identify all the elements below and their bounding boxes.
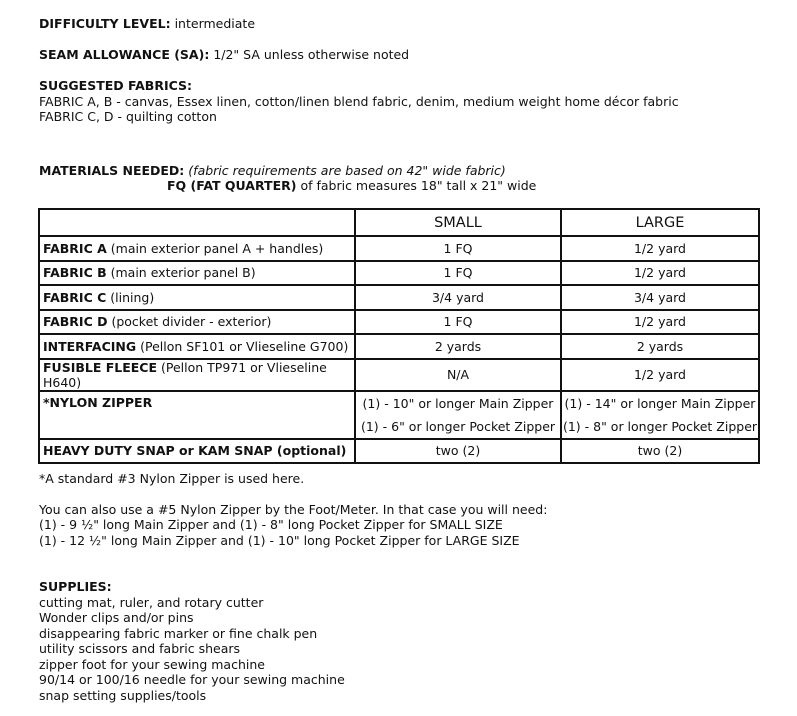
- table-row: [39, 236, 759, 261]
- snap-small-cell: two (2): [355, 439, 561, 464]
- zipper-small-cell: (1) - 10" or longer Main Zipper (1) - 6" or longer Pocket Zipper: [355, 391, 561, 439]
- small-cell: 1 FQ: [355, 261, 561, 286]
- list-item: cutting mat, ruler, and rotary cutter: [39, 595, 264, 610]
- header-small: SMALL: [355, 209, 561, 236]
- fat-quarter-text: of fabric measures 18" tall x 21" wide: [300, 178, 537, 193]
- fat-quarter-line: [167, 178, 536, 193]
- small-cell: 3/4 yard: [355, 285, 561, 310]
- item-cell: FABRIC A (main exterior panel A + handles): [39, 236, 355, 261]
- fabrics-line-ab: FABRIC A, B - canvas, Essex linen, cotton/linen blend fabric, denim, medium weight home décor fabric: [39, 94, 679, 109]
- zipper-note: *A standard #3 Nylon Zipper is used here.: [39, 471, 305, 486]
- difficulty-label: DIFFICULTY LEVEL:: [39, 16, 171, 31]
- large-cell: 1/2 yard: [561, 236, 759, 261]
- table-row: [39, 285, 759, 310]
- list-item: utility scissors and fabric shears: [39, 641, 241, 656]
- large-cell: 1/2 yard: [561, 310, 759, 335]
- large-cell: 1/2 yard: [561, 359, 759, 391]
- materials-note: (fabric requirements are based on 42" wide fabric): [188, 163, 506, 178]
- fat-quarter-label: FQ (FAT QUARTER): [167, 178, 297, 193]
- difficulty-line: [39, 16, 255, 31]
- materials-line: [39, 163, 506, 178]
- item-cell: FUSIBLE FLEECE (Pellon TP971 or Vlieseline H640): [39, 359, 355, 391]
- seam-allowance-line: [39, 47, 409, 62]
- list-item: zipper foot for your sewing machine: [39, 657, 265, 672]
- table-row: [39, 334, 759, 359]
- seam-allowance-label: SEAM ALLOWANCE (SA):: [39, 47, 210, 62]
- list-item: Wonder clips and/or pins: [39, 610, 194, 625]
- list-item: 90/14 or 100/16 needle for your sewing machine: [39, 672, 345, 687]
- header-blank: [39, 209, 355, 236]
- list-item: snap setting supplies/tools: [39, 688, 207, 703]
- large-cell: 1/2 yard: [561, 261, 759, 286]
- item-cell: FABRIC D (pocket divider - exterior): [39, 310, 355, 335]
- alt-zipper-small: (1) - 9 ½" long Main Zipper and (1) - 8" long Pocket Zipper for SMALL SIZE: [39, 517, 503, 532]
- small-cell: 1 FQ: [355, 310, 561, 335]
- alt-zipper-large: (1) - 12 ½" long Main Zipper and (1) - 10" long Pocket Zipper for LARGE SIZE: [39, 533, 520, 548]
- table-row: [39, 310, 759, 335]
- materials-label: MATERIALS NEEDED:: [39, 163, 185, 178]
- fabrics-line-cd: FABRIC C, D - quilting cotton: [39, 109, 217, 124]
- large-cell: 2 yards: [561, 334, 759, 359]
- fabrics-heading: SUGGESTED FABRICS:: [39, 78, 192, 93]
- large-cell: 3/4 yard: [561, 285, 759, 310]
- small-cell: 1 FQ: [355, 236, 561, 261]
- item-cell: FABRIC C (lining): [39, 285, 355, 310]
- seam-allowance-value: 1/2" SA unless otherwise noted: [213, 47, 410, 62]
- table-row: [39, 359, 759, 391]
- materials-table: [38, 208, 760, 464]
- difficulty-value: intermediate: [174, 16, 256, 31]
- snap-row: [39, 439, 759, 464]
- small-cell: 2 yards: [355, 334, 561, 359]
- supplies-heading: SUPPLIES:: [39, 579, 112, 594]
- item-cell: INTERFACING (Pellon SF101 or Vlieseline G700): [39, 334, 355, 359]
- snap-item-cell: HEAVY DUTY SNAP or KAM SNAP (optional): [39, 439, 355, 464]
- alt-zipper-intro: You can also use a #5 Nylon Zipper by the Foot/Meter. In that case you will need:: [39, 502, 548, 517]
- snap-large-cell: two (2): [561, 439, 759, 464]
- table-row: [39, 261, 759, 286]
- small-cell: N/A: [355, 359, 561, 391]
- table-header-row: [39, 209, 759, 236]
- item-cell: FABRIC B (main exterior panel B): [39, 261, 355, 286]
- header-large: LARGE: [561, 209, 759, 236]
- list-item: disappearing fabric marker or fine chalk pen: [39, 626, 318, 641]
- zipper-row: [39, 391, 759, 439]
- zipper-item-cell: *NYLON ZIPPER: [39, 391, 355, 439]
- zipper-large-cell: (1) - 14" or longer Main Zipper (1) - 8" or longer Pocket Zipper: [561, 391, 759, 439]
